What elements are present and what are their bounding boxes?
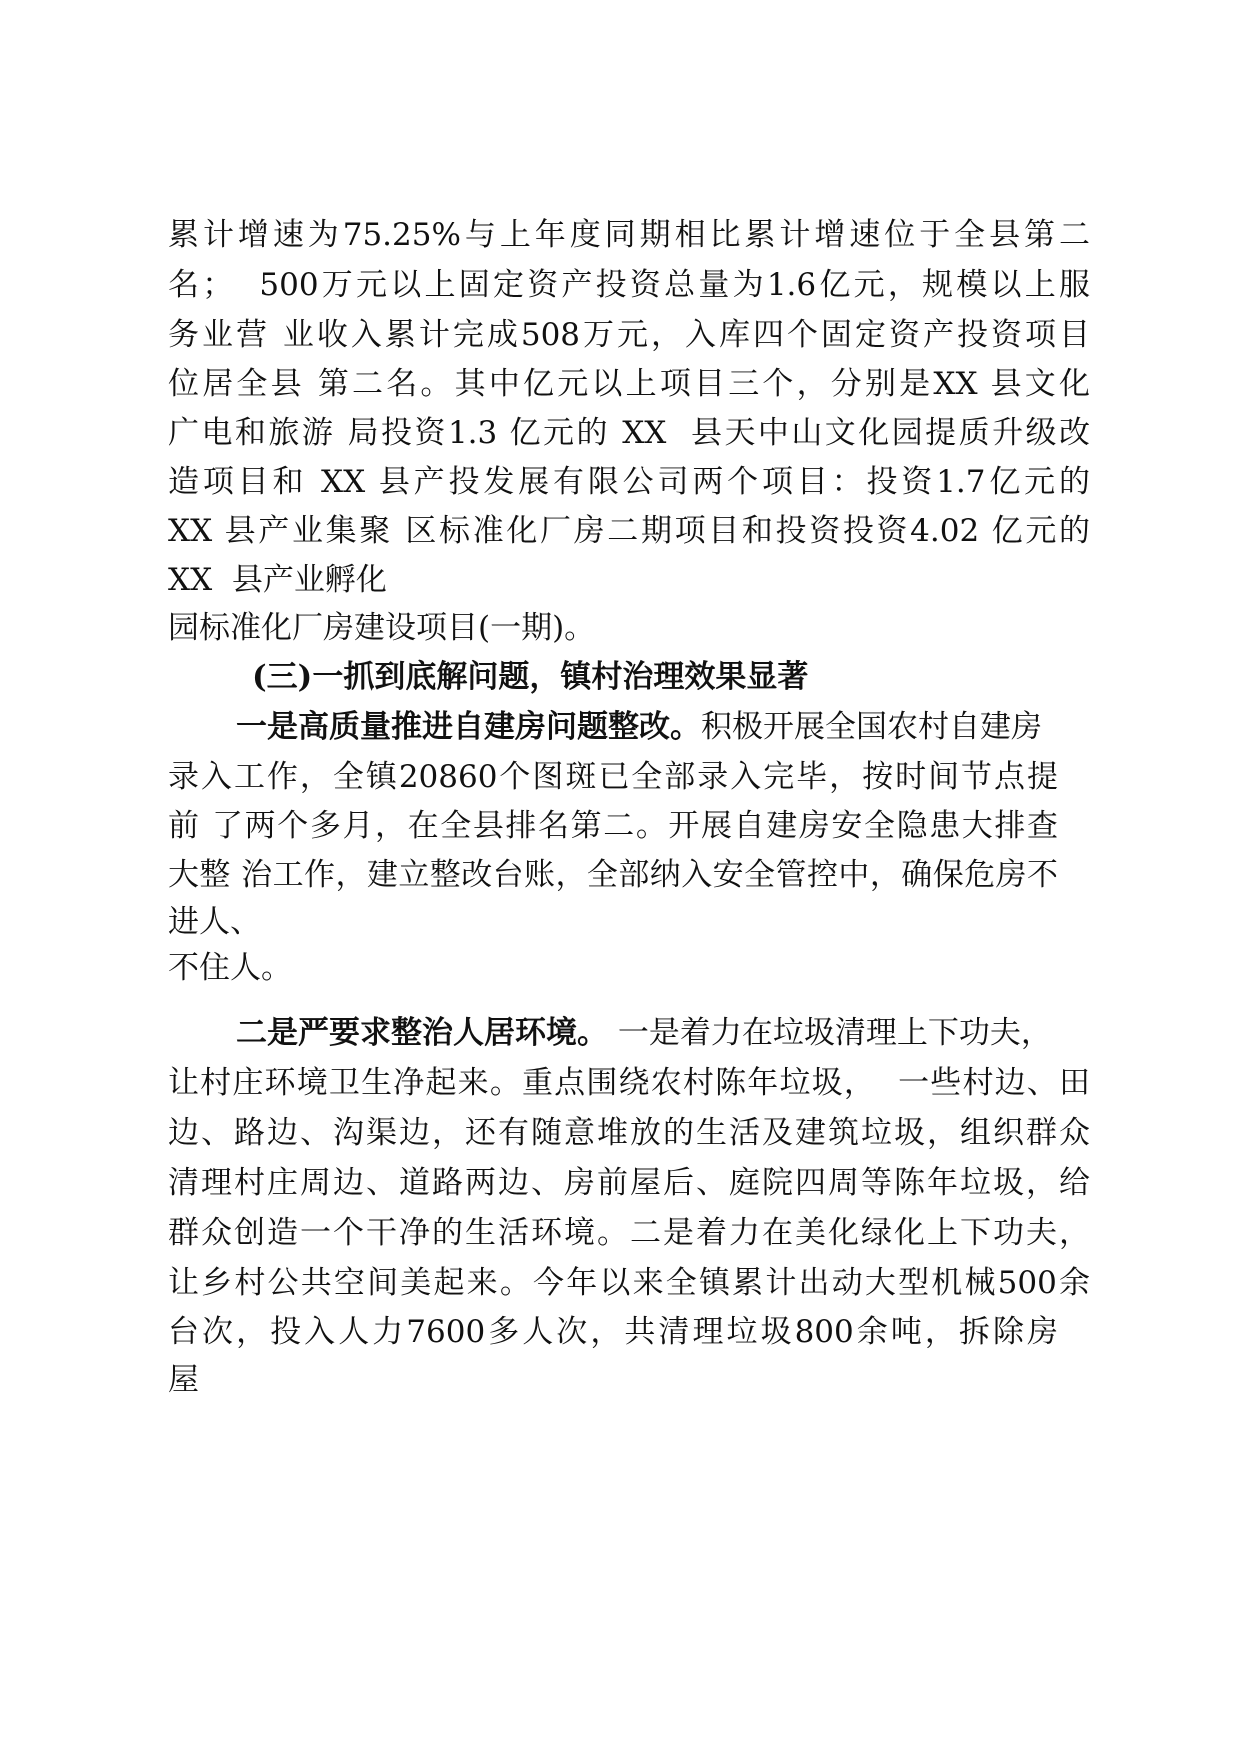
paragraph-first-line bbox=[236, 707, 1042, 747]
paragraph-lead: 二是严要求整治人居环境。 bbox=[236, 1015, 608, 1051]
body-text-line: 边、路边、沟渠边，还有随意堆放的生活及建筑垃圾，组织群众 bbox=[168, 1115, 1090, 1151]
body-text-line: 造项目和 XX 县产投发展有限公司两个项目：投资1.7亿元的 bbox=[168, 464, 1090, 500]
paragraph-first-line bbox=[236, 1013, 1052, 1053]
body-text-line: 录入工作，全镇20860个图斑已全部录入完毕，按时间节点提 bbox=[168, 759, 1058, 795]
body-text-line: XX 县产业集聚 区标准化厂房二期项目和投资投资4.02 亿元的 bbox=[168, 513, 1090, 549]
body-text-line: 大整 治工作，建立整改台账，全部纳入安全管控中，确保危房不 bbox=[168, 857, 1058, 893]
body-text-line: 屋 bbox=[168, 1362, 199, 1398]
paragraph-text: 一是着力在垃圾清理上下功夫， bbox=[608, 1015, 1052, 1051]
body-text-line: XX 县产业孵化 bbox=[168, 562, 387, 598]
body-text-line: 群众创造一个干净的生活环境。二是着力在美化绿化上下功夫， bbox=[168, 1215, 1090, 1251]
body-text-line: 清理村庄周边、道路两边、房前屋后、庭院四周等陈年垃圾，给 bbox=[168, 1165, 1090, 1201]
body-text-line: 台次，投入人力7600多人次，共清理垃圾800余吨，拆除房 bbox=[168, 1314, 1058, 1350]
body-text-line: 广电和旅游 局投资1.3 亿元的 XX 县天中山文化园提质升级改 bbox=[168, 415, 1090, 451]
body-text-line: 累计增速为75.25%与上年度同期相比累计增速位于全县第二 bbox=[168, 217, 1090, 253]
body-text-line: 园标准化厂房建设项目(一期)。 bbox=[168, 610, 596, 646]
body-text-line: 名； 500万元以上固定资产投资总量为1.6亿元，规模以上服 bbox=[168, 267, 1090, 303]
body-text-line: 前 了两个多月，在全县排名第二。开展自建房安全隐患大排查 bbox=[168, 808, 1058, 844]
body-text-line: 进人、 bbox=[168, 904, 261, 940]
paragraph-lead: 一是高质量推进自建房问题整改。 bbox=[236, 709, 701, 745]
body-text-line: 务业营 业收入累计完成508万元，入库四个固定资产投资项目 bbox=[168, 317, 1090, 353]
body-text-line: 位居全县 第二名。其中亿元以上项目三个，分别是XX 县文化 bbox=[168, 366, 1090, 402]
section-heading: (三)一抓到底解问题，镇村治理效果显著 bbox=[252, 659, 809, 695]
body-text-line: 不住人。 bbox=[168, 950, 292, 986]
paragraph-text: 积极开展全国农村自建房 bbox=[701, 709, 1042, 745]
body-text-line: 让村庄环境卫生净起来。重点围绕农村陈年垃圾， 一些村边、田 bbox=[168, 1065, 1090, 1101]
body-text-line: 让乡村公共空间美起来。今年以来全镇累计出动大型机械500余 bbox=[168, 1265, 1090, 1301]
